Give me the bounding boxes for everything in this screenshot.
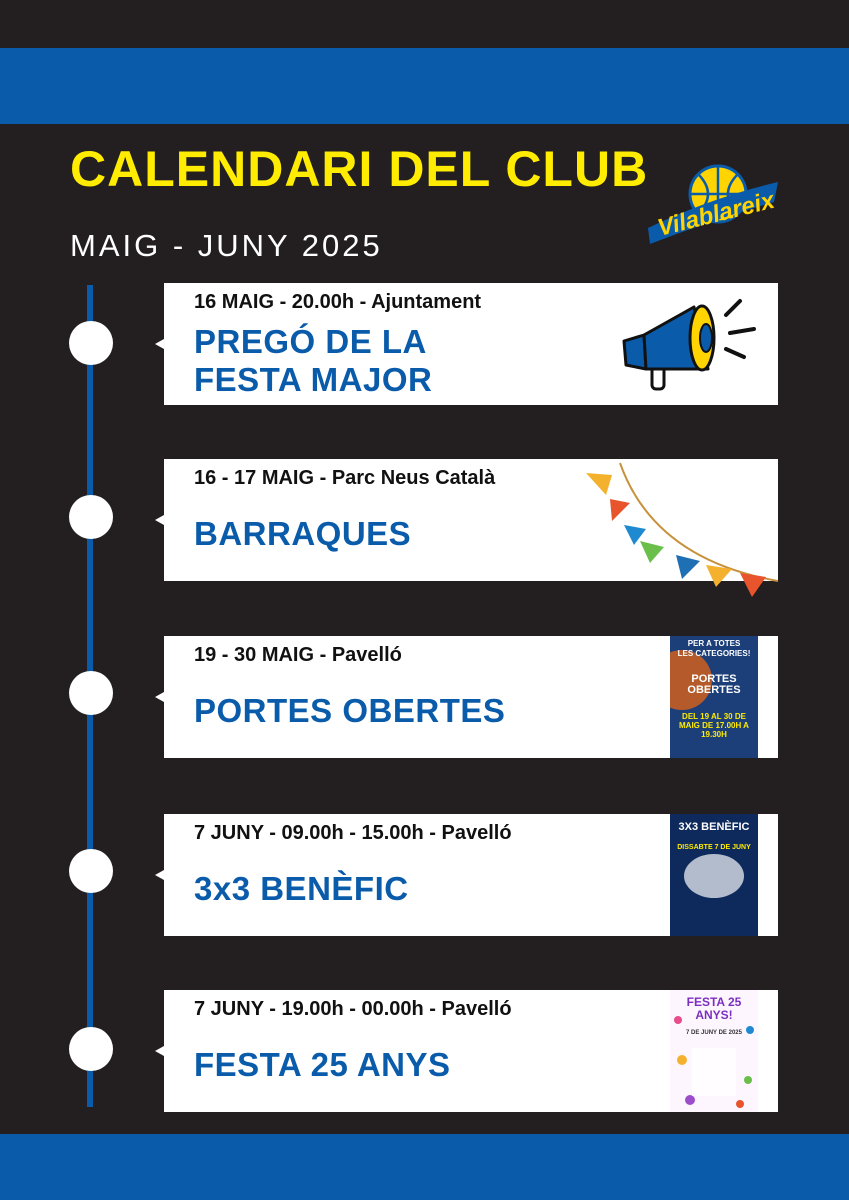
festa-25-poster — [670, 990, 758, 1112]
player-image — [684, 854, 744, 898]
poster-headline: 3X3 BENÈFIC — [678, 821, 750, 833]
portes-obertes-poster — [670, 636, 758, 758]
timeline-dot — [69, 321, 113, 365]
event-date: 16 - 17 MAIG - Parc Neus Català — [194, 467, 496, 489]
poster-sub: DISSABTE 7 DE JUNY — [677, 844, 751, 851]
poster-headline: PORTES OBERTES — [687, 673, 741, 696]
event-date: 19 - 30 MAIG - Pavelló — [194, 644, 402, 666]
megaphone-icon — [614, 295, 764, 404]
event-card-barraques — [164, 459, 778, 581]
bunting-icon — [584, 459, 778, 604]
event-card-portes-obertes — [164, 636, 778, 758]
poster-headline: FESTA 25 ANYS! — [686, 995, 742, 1022]
club-logo — [640, 158, 782, 254]
page-title: CALENDARI DEL CLUB — [70, 141, 649, 197]
bottom-blue-band — [0, 1134, 849, 1200]
event-date: 7 JUNY - 09.00h - 15.00h - Pavelló — [194, 822, 512, 844]
poster-line: LES CATEGORIES! — [677, 649, 751, 658]
event-date: 16 MAIG - 20.00h - Ajuntament — [194, 291, 482, 313]
event-title-line2: FESTA MAJOR — [194, 361, 433, 398]
page-subtitle: MAIG - JUNY 2025 — [70, 228, 383, 263]
timeline-dot — [69, 495, 113, 539]
timeline-dot — [69, 1027, 113, 1071]
event-date: 7 JUNY - 19.00h - 00.00h - Pavelló — [194, 998, 512, 1020]
poster-sub: 7 DE JUNY DE 2025 — [686, 1030, 742, 1036]
3x3-poster — [670, 814, 758, 936]
event-title: FESTA 25 ANYS — [194, 1046, 451, 1083]
poster-line: PER A TOTES — [687, 639, 741, 648]
timeline-dot — [69, 671, 113, 715]
svg-text:Vilablareix: Vilablareix — [654, 186, 778, 242]
event-title — [194, 323, 574, 399]
timeline-dot — [69, 849, 113, 893]
event-title: PORTES OBERTES — [194, 692, 506, 729]
event-card-festa-25 — [164, 990, 778, 1112]
top-blue-band — [0, 48, 849, 124]
event-card-prego — [164, 283, 778, 405]
event-card-3x3 — [164, 814, 778, 936]
event-title: 3x3 BENÈFIC — [194, 870, 409, 907]
event-title-line1: PREGÓ DE LA — [194, 323, 427, 360]
event-title: BARRAQUES — [194, 515, 412, 552]
poster-dates: DEL 19 AL 30 DE MAIG DE 17.00H A 19.30H — [679, 712, 749, 739]
